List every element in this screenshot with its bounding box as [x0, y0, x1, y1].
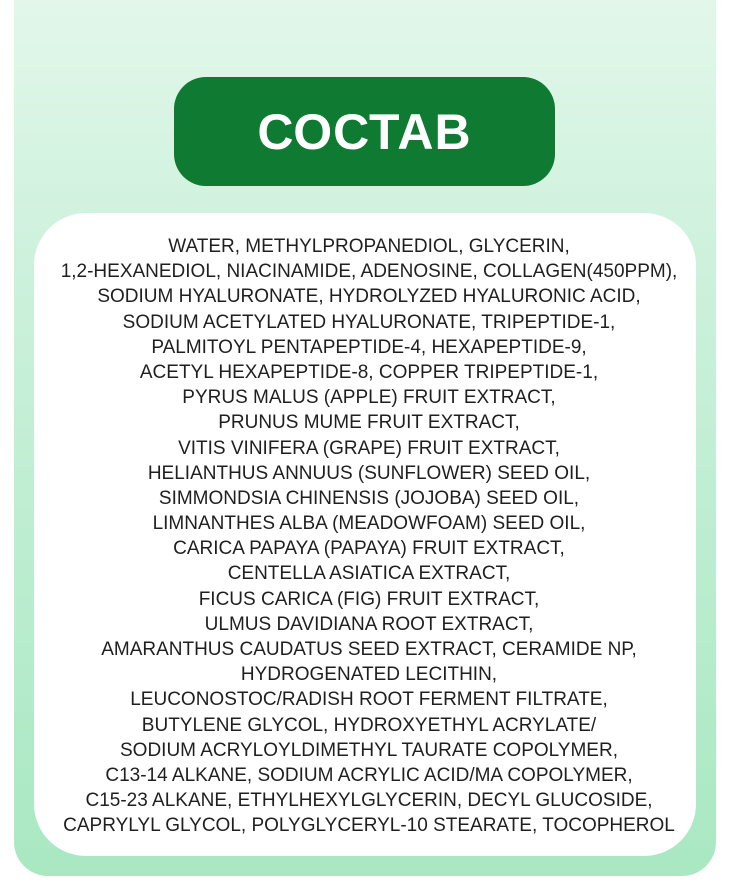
ingredient-line: HYDROGENATED LECITHIN,: [240, 664, 498, 686]
ingredient-line: VITIS VINIFERA (GRAPE) FRUIT EXTRACT,: [178, 437, 560, 459]
ingredient-line: FICUS CARICA (FIG) FRUIT EXTRACT,: [198, 588, 540, 610]
ingredient-line: CENTELLA ASIATICA EXTRACT,: [227, 563, 511, 585]
ingredient-line: SIMMONDSIA CHINENSIS (JOJOBA) SEED OIL,: [158, 487, 580, 509]
page-title: СОСТАВ: [257, 103, 472, 160]
ingredient-line: WATER, METHYLPROPANEDIOL, GLYCERIN,: [168, 236, 570, 257]
ingredient-line: ULMUS DAVIDIANA ROOT EXTRACT,: [204, 613, 534, 635]
ingredient-line: SODIUM ACETYLATED HYALURONATE, TRIPEPTIDE-1,: [122, 311, 616, 333]
ingredient-line: PALMITOYL PENTAPEPTIDE-4, HEXAPEPTIDE-9,: [151, 336, 587, 358]
ingredient-line: C15-23 ALKANE, ETHYLHEXYLGLYCERIN, DECYL GLUCOSIDE,: [85, 790, 653, 812]
title-badge: [174, 77, 555, 186]
ingredient-line: PRUNUS MUME FRUIT EXTRACT,: [218, 412, 520, 434]
ingredient-line: CARICA PAPAYA (PAPAYA) FRUIT EXTRACT,: [173, 538, 565, 560]
ingredient-line: LEUCONOSTOC/RADISH ROOT FERMENT FILTRATE,: [130, 689, 608, 711]
ingredient-line: C13-14 ALKANE, SODIUM ACRYLIC ACID/MA COPOLYMER,: [105, 764, 633, 786]
ingredient-line: AMARANTHUS CAUDATUS SEED EXTRACT, CERAMIDE NP,: [101, 639, 637, 660]
ingredient-line: BUTYLENE GLYCOL, HYDROXYETHYL ACRYLATE/: [141, 714, 597, 736]
ingredient-line: 1,2-HEXANEDIOL, NIACINAMIDE, ADENOSINE, COLLAGEN(450PPM),: [60, 261, 678, 283]
ingredient-line: LIMNANTHES ALBA (MEADOWFOAM) SEED OIL,: [152, 513, 586, 535]
ingredient-line: PYRUS MALUS (APPLE) FRUIT EXTRACT,: [182, 387, 556, 409]
ingredient-line: HELIANTHUS ANNUUS (SUNFLOWER) SEED OIL,: [147, 462, 591, 484]
ingredient-line: SODIUM ACRYLOYLDIMETHYL TAURATE COPOLYMER,: [120, 739, 618, 761]
ingredient-line: CAPRYLYL GLYCOL, POLYGLYCERYL-10 STEARATE, TOCOPHEROL: [63, 815, 675, 837]
ingredient-line: ACETYL HEXAPEPTIDE-8, COPPER TRIPEPTIDE-1,: [139, 361, 599, 383]
ingredient-line: SODIUM HYALURONATE, HYDROLYZED HYALURONIC ACID,: [97, 286, 641, 308]
ingredients-list: [0, 234, 738, 839]
